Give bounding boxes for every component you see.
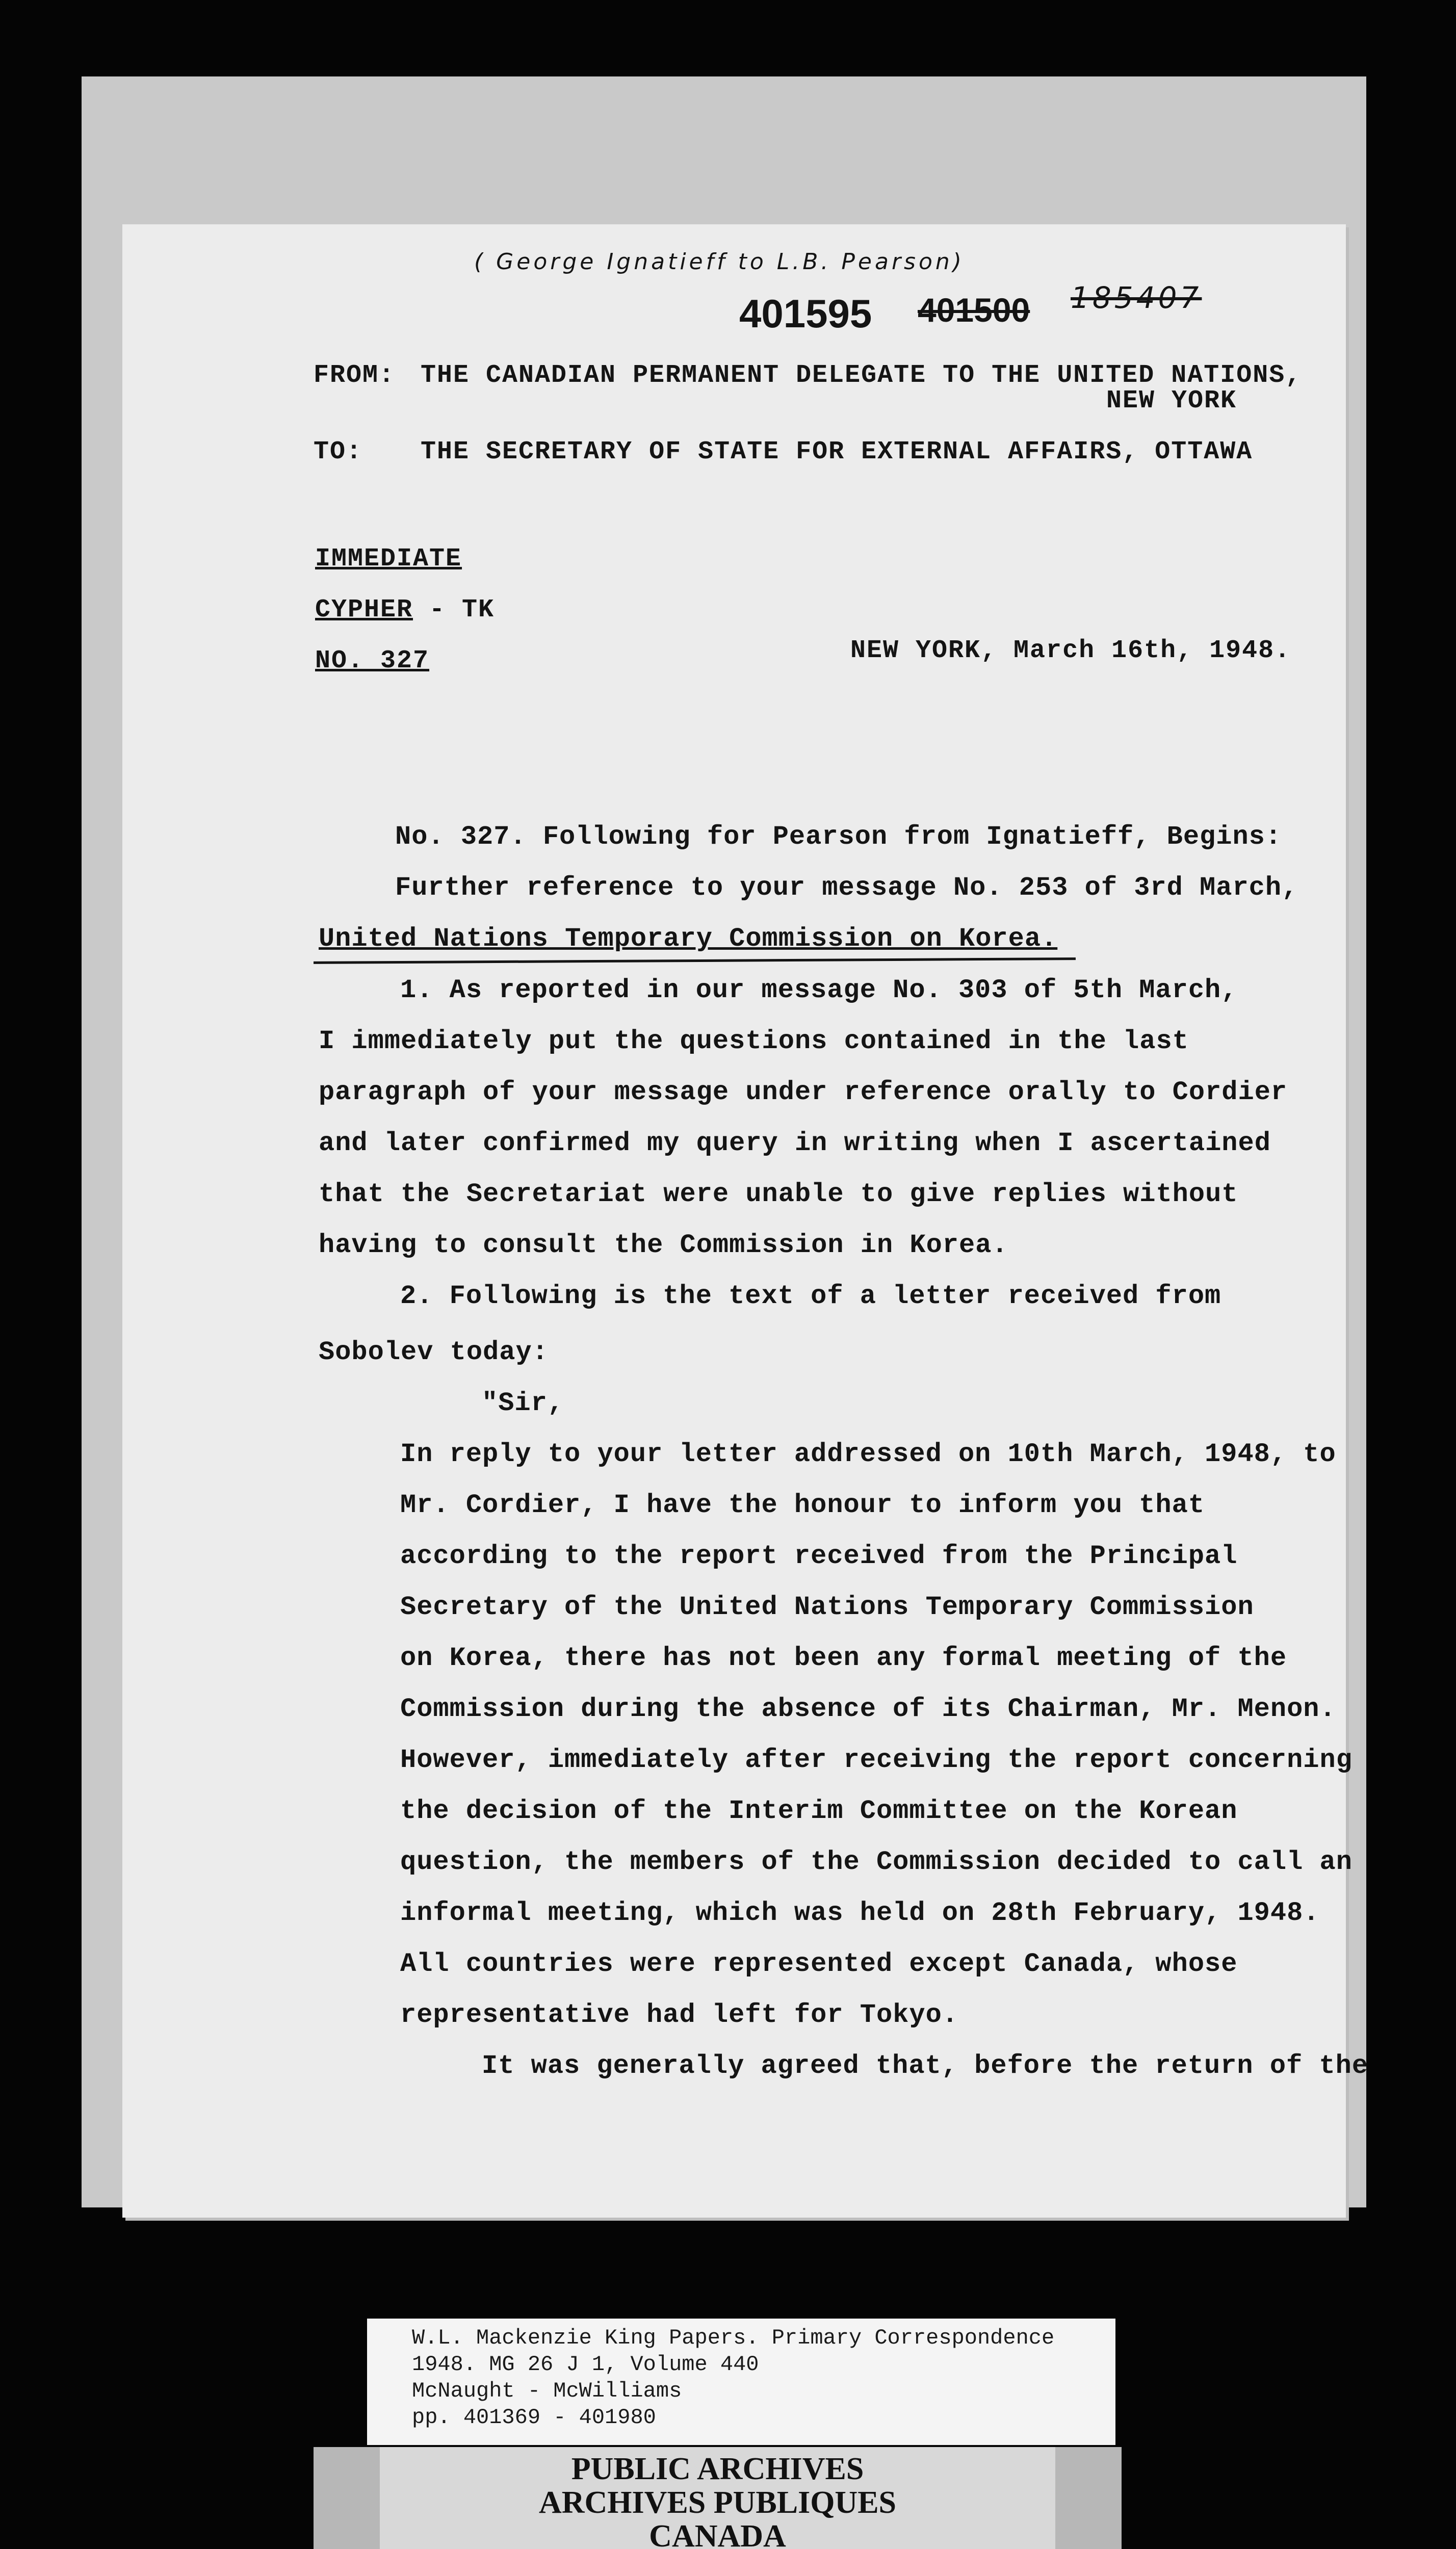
stamp-line: PUBLIC ARCHIVES: [571, 2452, 864, 2486]
body-line: Secretary of the United Nations Temporary Commission: [400, 1592, 1254, 1622]
message-number: NO. 327: [315, 646, 430, 675]
body-line-subject: United Nations Temporary Commission on Korea.: [319, 924, 1058, 954]
to-line: THE SECRETARY OF STATE FOR EXTERNAL AFFAIRS, OTTAWA: [421, 437, 1253, 466]
body-line: It was generally agreed that, before the return of the: [482, 2051, 1369, 2081]
archive-label-line: pp. 401369 - 401980: [412, 2405, 656, 2430]
archive-label-line: 1948. MG 26 J 1, Volume 440: [412, 2352, 759, 2377]
document-number-struck-2: 185407: [1071, 280, 1202, 315]
archive-label-line: W.L. Mackenzie King Papers. Primary Correspondence: [412, 2326, 1055, 2350]
body-line: the decision of the Interim Committee on the Korean: [400, 1796, 1238, 1826]
body-line: according to the report received from the Principal: [400, 1541, 1238, 1571]
body-line: question, the members of the Commission decided to call an: [400, 1847, 1353, 1877]
from-line-1: THE CANADIAN PERMANENT DELEGATE TO THE UNITED NATIONS,: [421, 361, 1302, 390]
handwritten-underline: [314, 957, 1076, 964]
stamp-line: CANADA: [649, 2519, 786, 2549]
body-line: informal meeting, which was held on 28th February, 1948.: [400, 1898, 1320, 1928]
stamp-line: ARCHIVES PUBLIQUES: [538, 2485, 897, 2520]
body-line: 1. As reported in our message No. 303 of 5th March,: [400, 975, 1238, 1005]
document-number: 401595: [739, 291, 872, 336]
body-line: However, immediately after receiving the report concerning: [400, 1745, 1353, 1775]
body-line: Commission during the absence of its Chairman, Mr. Menon.: [400, 1694, 1336, 1724]
cypher-marking: [315, 595, 495, 625]
body-line: All countries were represented except Canada, whose: [400, 1949, 1238, 1979]
to-label: TO:: [314, 437, 363, 466]
body-line: No. 327. Following for Pearson from Ignatieff, Begins:: [395, 822, 1282, 852]
handwritten-note: ( George Ignatieff to L.B. Pearson): [474, 249, 965, 275]
archive-label-line: McNaught - McWilliams: [412, 2379, 682, 2403]
body-line: "Sir,: [482, 1388, 564, 1418]
body-line: paragraph of your message under reference orally to Cordier: [319, 1077, 1288, 1107]
archive-reference-label: [367, 2319, 1115, 2445]
body-line: In reply to your letter addressed on 10th March, 1948, to: [400, 1439, 1336, 1469]
place-date: NEW YORK, March 16th, 1948.: [850, 636, 1291, 665]
from-line-2: NEW YORK: [1106, 386, 1237, 415]
body-line: and later confirmed my query in writing when I ascertained: [319, 1128, 1271, 1158]
body-line: that the Secretariat were unable to give replies without: [319, 1179, 1238, 1209]
document-number-struck: 401500: [918, 291, 1030, 329]
body-line: Mr. Cordier, I have the honour to inform you that: [400, 1490, 1205, 1520]
public-archives-stamp: [314, 2447, 1122, 2549]
body-line: having to consult the Commission in Korea.: [319, 1230, 1008, 1260]
body-line: on Korea, there has not been any formal meeting of the: [400, 1643, 1287, 1673]
stamp-panel: [380, 2447, 1055, 2549]
cypher-word: CYPHER: [315, 595, 413, 625]
priority-marking: IMMEDIATE: [315, 544, 462, 574]
body-line: Sobolev today:: [319, 1337, 549, 1367]
cypher-suffix: - TK: [413, 595, 495, 625]
body-line: representative had left for Tokyo.: [400, 2000, 958, 2030]
telegram-page: [122, 224, 1369, 2218]
body-line: Further reference to your message No. 253 of 3rd March,: [395, 873, 1298, 903]
body-line: 2. Following is the text of a letter received from: [400, 1281, 1221, 1311]
from-label: FROM:: [314, 361, 396, 390]
body-line: I immediately put the questions contained in the last: [319, 1026, 1189, 1056]
